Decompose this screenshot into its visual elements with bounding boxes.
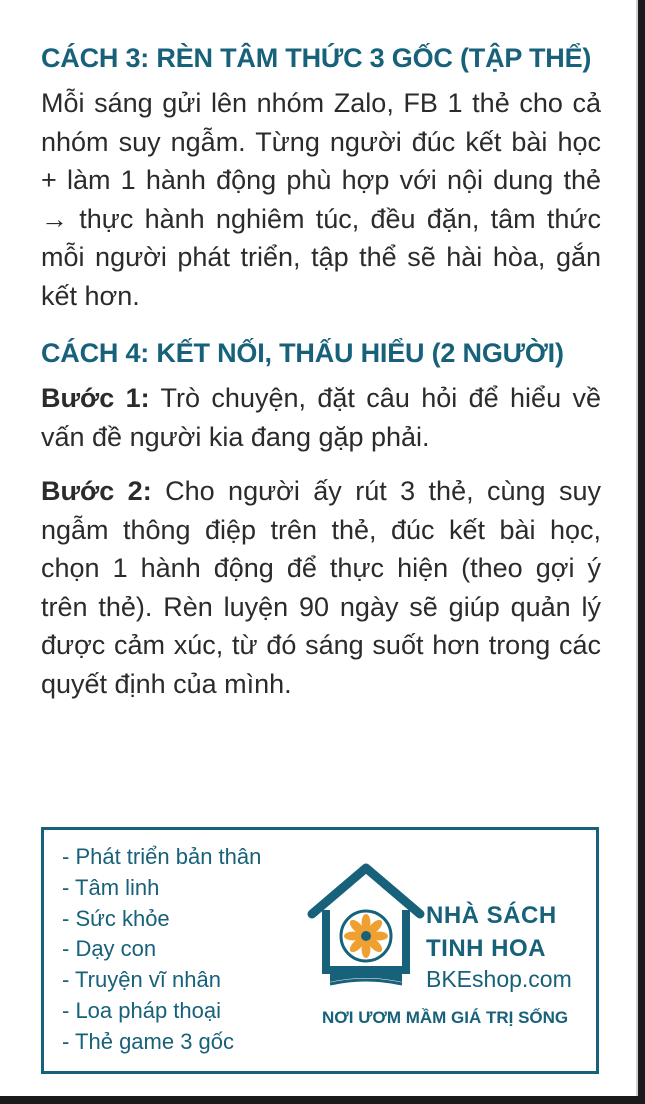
- list-item: - Dạy con: [62, 936, 157, 962]
- list-item: - Tâm linh: [62, 874, 160, 900]
- section3-heading: CÁCH 3: RÈN TÂM THỨC 3 GỐC (TẬP THỂ): [41, 43, 592, 73]
- section3-body: Mỗi sáng gửi lên nhóm Zalo, FB 1 thẻ cho cả nhóm suy ngẫm. Từng người đúc kết bài học + làm 1 hành động phù hợp với nội dung thẻ → thực hành nghiêm túc, đều đặn, tâm thức mỗi người phát triển, tập thể sẽ hài hòa, gắn kết hơn.: [41, 88, 601, 311]
- content: [41, 40, 601, 703]
- bookstore-logo: [306, 862, 586, 1022]
- list-item: - Truyện vĩ nhân: [62, 967, 221, 993]
- list-item: - Phát triển bản thân: [62, 844, 262, 869]
- slogan: NƠI ƯƠM MẦM GIÁ TRỊ SỐNG: [322, 1008, 569, 1027]
- step1-paragraph: [41, 379, 601, 456]
- brand-name-line1: NHÀ SÁCH: [426, 902, 557, 929]
- product-box: [41, 827, 599, 1074]
- step1-label: Bước 1:: [41, 383, 150, 413]
- list-item: - Sức khỏe: [62, 905, 170, 931]
- step1-text: Trò chuyện, đặt câu hỏi để hiểu về vấn đề người kia đang gặp phải.: [41, 383, 601, 452]
- step2-label: Bước 2:: [41, 476, 152, 506]
- house-logo-icon: [306, 862, 426, 1002]
- category-list: [62, 842, 261, 1058]
- website-text: BKEshop.com: [426, 966, 572, 992]
- brand-name-line2: TINH HOA: [426, 935, 546, 962]
- step2-text: Cho người ấy rút 3 thẻ, cùng suy ngẫm thông điệp trên thẻ, đúc kết bài học, chọn 1 hành động để thực hiện (theo gợi ý trên thẻ). Rèn luyện 90 ngày sẽ giúp quản lý được cảm xúc, từ đó sáng suốt hơn trong các quyết định của mình.: [41, 476, 601, 699]
- list-item: - Loa pháp thoại: [62, 997, 222, 1023]
- step2-paragraph: [41, 472, 601, 703]
- section4-heading: CÁCH 4: KẾT NỐI, THẤU HIỂU (2 NGƯỜI): [41, 338, 564, 368]
- list-item: - Thẻ game 3 gốc: [62, 1028, 235, 1054]
